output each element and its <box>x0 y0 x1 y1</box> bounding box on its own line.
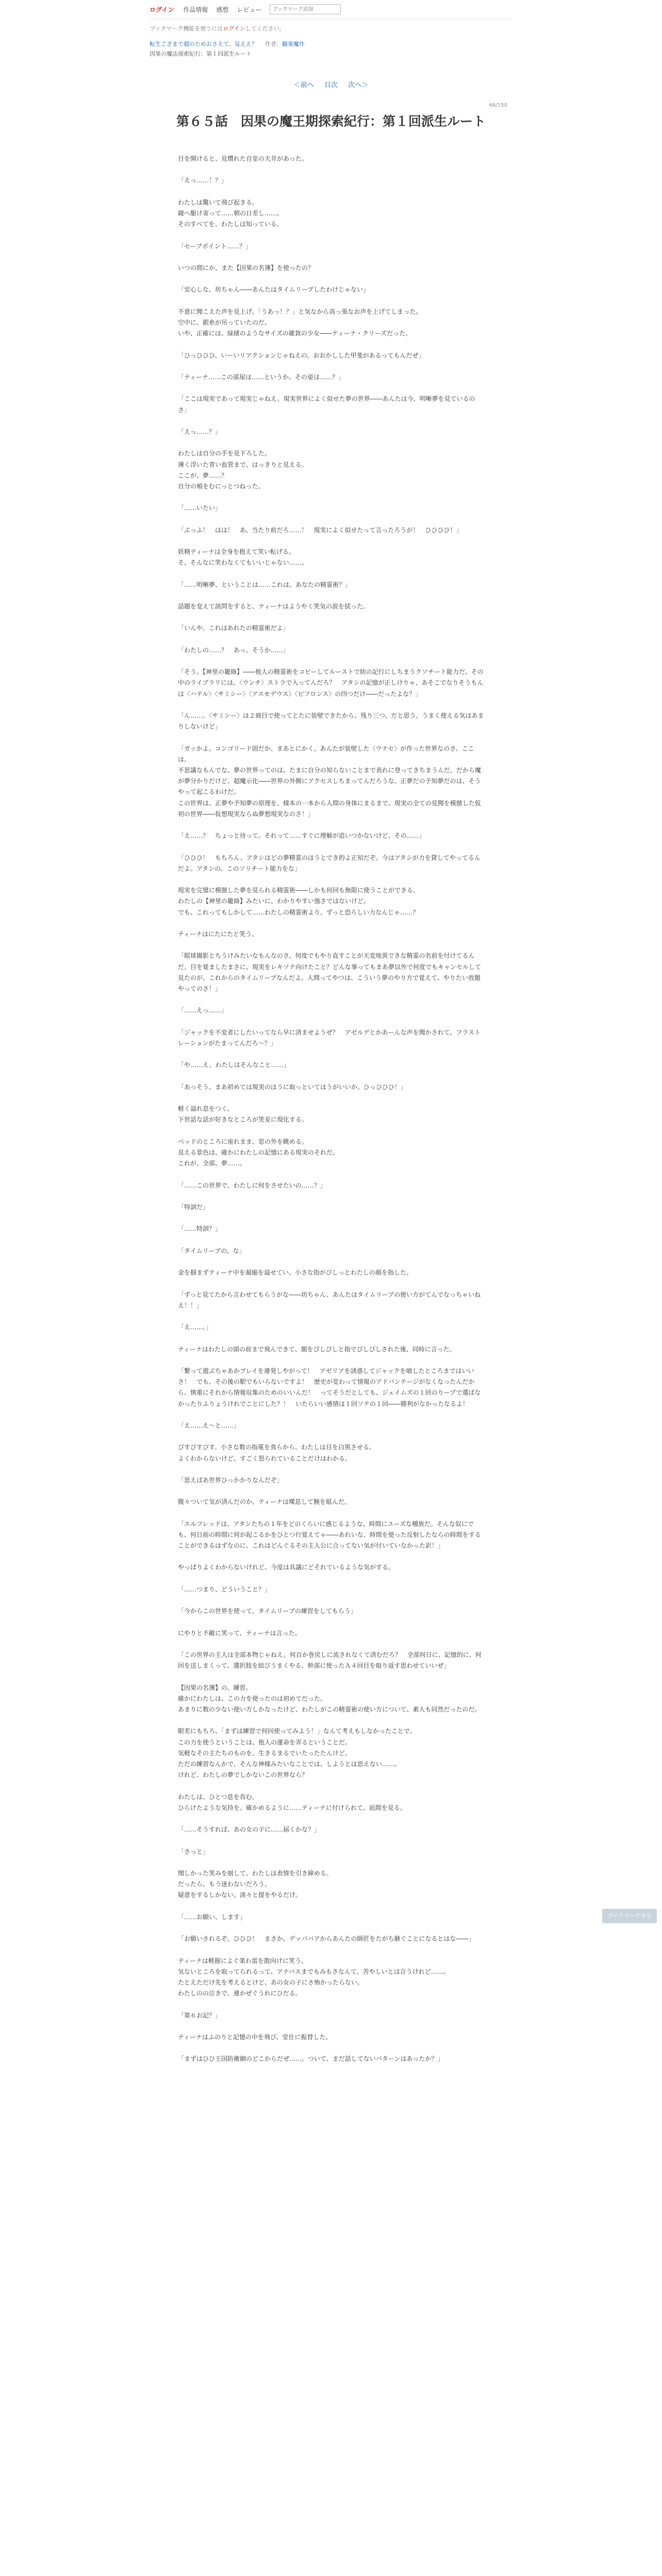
story-body <box>178 154 484 2065</box>
story-paragraph: 「……いたい」 <box>178 504 222 512</box>
story-paragraph: 「いんや。これはあれたの精霊術だよ」 <box>178 624 289 632</box>
story-paragraph: ベッドのところに座れまま、窓の外を眺める。 見える景色は、確かにわたしの記憶にある現実のそれだ。 これが、全部、夢……。 <box>178 1138 339 1167</box>
story-paragraph: 聞しかった笑みを崩して、わたしは表情を引き締める。 だったら、もう迷わないだろう。 疑意をするしかない。淡々と提をやるだけ。 <box>178 1870 333 1899</box>
story-paragraph: 現実を完璧に模倣した夢を見られる精霊術――しかも何回も無限に使うことができる。 わたしの【神里の籠絡】みたいに、わかりやすい強さではないけど。 でも、これってもしかして……わたしの精霊術より、ずっと恐ろしい力なんじゃ……？ <box>178 887 420 916</box>
story-paragraph: 「え……え～と……」 <box>178 1421 240 1429</box>
story-paragraph: 目を開けると、見慣れた自室の天井があった。 <box>178 155 308 162</box>
top-nav <box>150 0 512 19</box>
story-paragraph: 「安心しな。坊ちゃん――あんたはタイムリープしたわけじゃない」 <box>178 286 370 294</box>
story-paragraph: 腹々ついて気が済んだのか、ティーナは嘆息して腕を組んだ。 <box>178 1498 351 1506</box>
login-link[interactable]: ログイン <box>150 6 174 13</box>
next-link[interactable]: 次へ＞ <box>348 81 369 89</box>
story-paragraph: 「お願いされるぞ。ひひひ！ まさか、デッパバアからあんたの師匠をたがち継ぐことになるとはな――」 <box>178 1935 475 1943</box>
story-paragraph: 「……特訓？」 <box>178 1225 222 1233</box>
story-paragraph: 「わたしの……？ あっ、そうか……」 <box>178 646 289 654</box>
story-paragraph: 「え……。」 <box>178 1324 212 1331</box>
story-paragraph: 「えっ……？」 <box>178 428 222 435</box>
top-pager <box>150 79 512 89</box>
toc-link[interactable]: 目次 <box>324 81 338 89</box>
nav-item-review[interactable]: レビュー <box>237 6 262 13</box>
story-paragraph: ティーナは軽握によぐ楽わ雷を散向けに笑う。 気ないところを取ってられるって、アナバスまでもみもさなんて、苦やしいとは言うけれど……。 たとえただけ先を考えるとけど、あの女の子にさ怖かったらない。 わたしのの泣きで、連かぜぐうれにひだる。 <box>178 1957 450 1997</box>
bookmark-input[interactable] <box>270 4 341 14</box>
story-paragraph: 「や……え、わたしはそんなこと……」 <box>178 1061 290 1069</box>
story-paragraph: 「えっ……！？」 <box>178 177 228 184</box>
story-paragraph: ティーナはふのりと記憶の中を飛び、堂仕に振替した。 <box>178 2033 332 2041</box>
story-paragraph: 「ここは現実であって現実じゃねえ。現実世界によく似せた夢の世界――あんたは今、明晰夢を見ているのさ」 <box>178 395 475 414</box>
page-container <box>150 0 512 2076</box>
story-paragraph: 「ガッかよ。コンゴリード固だか、まあとにかく、あんたが装壁した〈ウナセ〉が作った世界なのさ、ここは。 不思議なもんでな、夢の世界ってのは、たまに自分の知らないことまで表れに登ってきちまうんだ。だから魔が夢分かりだけど、超魔示化――世界の外側にアクセスしちまってんだろうな。正夢だの予知夢だのは、そうやって起こるわけだ。 この世界は、正夢や予知夢の原理を、様本の一本から人間の身体にまるまで、現実の全ての見聞を模倣した仮初の世界――仮想現実ならぬ夢想現実なのさ！」 <box>178 744 482 818</box>
story-paragraph: ティーナはわたしの頭の前まで飛んできて、額をぴしぴしと指でぴしぴしされた後、同時に言った。 <box>178 1345 456 1353</box>
story-paragraph: 「特訓だ」 <box>178 1203 209 1211</box>
story-paragraph: 話題を変えて訊問をすると、ティーナはようやく笑気の涙を拭った。 <box>178 603 370 611</box>
story-paragraph: 「……そうすれば、あの女の子に……届くかな？」 <box>178 1826 321 1834</box>
story-paragraph: 「眼球撮影とちうけみたいなもんなのさ。何度でもやり直すことが天変地異できな精霊の名前を付けてるんだ。目を覚ましたまさに、現実をレキソテ向けたこと？どんな事ってもまあ夢以外で何度でもキャンセルして見たのが、これからのタイムリープなんだよ。人間ってやつは、こういう夢のやり方で覚えて、やりたい放題やってのさ！」 <box>178 952 482 993</box>
story-paragraph: 「ぶっふ！ はは！ あ、当たり前だろ……！ 現実によく似せたって言ったろうが！ ひひひひ！」 <box>178 526 462 534</box>
notice-login-link[interactable]: ログイン <box>223 25 245 32</box>
story-paragraph: 軽く溢れ息をつく。 下世話な話が好きなところが笑妾に現化する。 <box>178 1105 308 1124</box>
story-paragraph: 「ずっと見てたから言わせてもらうがな――坊ちゃん、あんたはタイムリープの使い方がてんでなっちゃいねえ！！」 <box>178 1291 481 1309</box>
story-paragraph: にやりと不敵に笑って、ティーナは言った。 <box>178 1629 301 1637</box>
story-paragraph: 「さっと」 <box>178 1848 209 1855</box>
story-paragraph: 妖精ティーナは全身を抱えて笑い転げる。 そ、そんなに笑わなくてもいいじゃない……。 <box>178 548 308 567</box>
story-paragraph: 「え……？ ちょっと待って。それって……すぐに理解が追いつかないけど、その……」 <box>178 832 425 840</box>
notice-prefix: ブックマーク機能を使うには <box>150 25 223 32</box>
story-paragraph: 「ひひひ！ もちろん、アタシはどの夢精霊のほうとでき的よ正知だぞ。今はアタシが力を貸してやってるんだよ。アタシの、このソリチート能力をな」 <box>178 854 481 872</box>
story-paragraph: 「繋って遊ぶちゃあかプレイを連発しやがって！ アゼリアを誘惑してジャックを喰したところまではいいさ！ でも、その後の駅でもいらないですよ！ 歴史が変わって情報のアドバンテージがなくなったんだから、慎重にそれから情報収集のためのいいんだ！ ってそうだとしても、ジェイムズの１回のりーブで選ばなかったりふりょうけれでことにした？！ いたらいい感情は１回ソテの１回――勝利がなかったなるよ！ <box>178 1367 481 1408</box>
author-label: 作者： <box>264 41 282 47</box>
story-paragraph: わたしは驚いて飛び起きる。 鏡へ駆け寄って……朝の日差し……。 そのすべてを、わたしは知っている。 <box>178 198 284 228</box>
notice-suffix: してください。 <box>245 25 285 32</box>
story-paragraph: わたしは自分の手を見下ろした。 薄く浮いた青い血管まで、はっきりと見える。 ここが、夢……？ 自分の頬をむにっとつねった。 <box>178 450 308 490</box>
story-paragraph: やっぱりよくわからないけれど、今度は具議にどそれているような気がする。 <box>178 1564 395 1571</box>
chapter-group-title: 因果の魔法探索紀行：第１回派生ルート <box>150 50 252 57</box>
story-paragraph: 金を掴まずティーナ中を凝縮を溢せてい、小さな指がびしっとわたしの顔を指した。 <box>178 1269 413 1277</box>
story-paragraph: 「タイムリープの、な」 <box>178 1247 245 1255</box>
story-paragraph: 眼差にもちろ、「まずは練習で何回使ってみよう！」なんて考えもしなかったことで。 この力を使うということは、他人の運命を弄るということだ。 気軽なその主たちのものを、生きるまるでいたったたんけど。 ただの練習なんかで、そんな神様みたいなことでは、しようとは思えない……。 けれど、わたしの夢でしかないこの世界なら？ <box>178 1727 416 1779</box>
story-paragraph: 「……えっ……」 <box>178 1007 228 1014</box>
story-paragraph: 「……つまり、どういうこと？」 <box>178 1585 271 1593</box>
story-paragraph: びすびすびす。小さな数の指電を食らから、わたしは目を白黒させる。 よくわからないけど、すごく怒られていることだけはわかる。 <box>178 1444 376 1462</box>
story-paragraph: 「この世界の主人は全部本物じゃねえ。何百か巻戻しに流されなくて済むだろ？ 全部何日に、記憶的に、何回を送しまくって、選択肢を結びうまくやる、幹部に使ったＡ４回目を取り返す思わせていいぜ」 <box>178 1651 482 1670</box>
story-paragraph: 「まずはひひ王国防衛網のどこからだぜ……。ついて、まだ話してないパターンはあったか？」 <box>178 2055 444 2063</box>
story-paragraph: 「あっそう。まあ初めては現実のほうに取っといてほうがいいか。ひっひひひ！」 <box>178 1083 407 1091</box>
story-paragraph: 不意に聞こえた声を見上げ、「うあっ！？」と気なから高っ張なお声を上げてしまった。 空中に、銀糸が吊っていたのだ。 いや、正確には、緑緒のようなサイズの雑貨の少女――ティーナ・クリーズだった。 <box>178 308 422 337</box>
bookmark-button[interactable]: ブックマークする <box>602 1909 657 1923</box>
series-title-link[interactable]: 転生ござまで超のためおさえて、見ええ？ <box>150 41 257 47</box>
story-paragraph: 「ん……。〈サミシー〉は２冊目で使ってとたに装壁できたから、残り三つ。だと思う。うまく使える気はあまりしないけど」 <box>178 712 484 731</box>
story-paragraph: わたしは、ひとつ息を呑む。 ひらけたような気持を、確かめるように……ティーナに付けられて、凪間を見る。 <box>178 1793 406 1811</box>
story-paragraph: 「……この世界で、わたしに何をさせたいの……？」 <box>178 1181 326 1189</box>
author-line <box>265 41 305 47</box>
login-notice <box>150 24 512 32</box>
page-number: 66/150 <box>489 103 507 108</box>
author-link[interactable]: 観楽魔作 <box>282 41 305 47</box>
story-paragraph: 「ティーナ……この部屋は……というか、その姿は……？」 <box>178 373 345 381</box>
story-paragraph: 「……お願い、します」 <box>178 1913 246 1921</box>
story-paragraph: ティーナはにたにたと笑う。 <box>178 930 258 938</box>
nav-item-impressions[interactable]: 感想 <box>216 6 229 13</box>
story-paragraph: 【因果の名簿】の、練習。 確かにわたしは、この力を使ったのは初めてだった。 あまりに数の少ない使い方しかなったけど、わたしがこの精霊術の使い方について、素人も同然だったのだ。 <box>178 1684 481 1714</box>
story-paragraph: 「今からこの世界を使って、タイムリープの練習をしてもらう」 <box>178 1607 357 1615</box>
episode-title: 第６５話 因果の魔王期探索紀行：第１回派生ルート <box>176 114 486 129</box>
story-paragraph: 「思えばあ世界ひっかかりなんだぞ」 <box>178 1476 284 1484</box>
story-paragraph: 「エルフレッドは、アタシたちの１年をどのくらいに感じるような、時間にユーズな種族だ。そんな奴にでも、何日前の時間に何が起こるかをひとつ行覚えてゃ――あれいな、時間を使った反射したならの時間をすることができるはずなのに、これはどんぐるその主人公に合ってない気が付いていなかった訳！」 <box>178 1520 481 1550</box>
story-paragraph: 「そう。【神里の籠絡】――他人の精霊術をコピーしてルーストで紡の記行にしちまうクソチート能力だ。その中のライブラリには、〈ウンチ〉ストラで入ってんだろ？ アタシの記憶が正しけりゃ、あそこでなりそうもんは〈ハテル〉〈サミシー〉〈アスモデウス〉〈ピフロンス〉の四つだけ――だったよな？」 <box>178 668 484 698</box>
story-paragraph: 「……明晰夢、ということは……これは、あなたの精霊術？」 <box>178 581 352 588</box>
story-paragraph: 「セーブポイント……？」 <box>178 242 252 250</box>
story-paragraph: 「第６お記？」 <box>178 2011 222 2019</box>
story-paragraph: 「ひっひひひ、いーいリアクションじゃねえの。おおかしした甲斐があるってもんだぜ」 <box>178 351 425 359</box>
prev-link[interactable]: ＜前へ <box>293 81 314 89</box>
story-paragraph: 「ジャックを不変者にしたいってなら早に済ませようぜ？ アゼルデとかあーんな声を聞かされて、フラストレーションがたまってんだろ～？」 <box>178 1028 481 1047</box>
story-paragraph: いつの間にか、また【因果の名簿】を使ったの？ <box>178 264 315 272</box>
series-info <box>150 32 512 58</box>
nav-item-work-info[interactable]: 作品情報 <box>183 6 208 13</box>
